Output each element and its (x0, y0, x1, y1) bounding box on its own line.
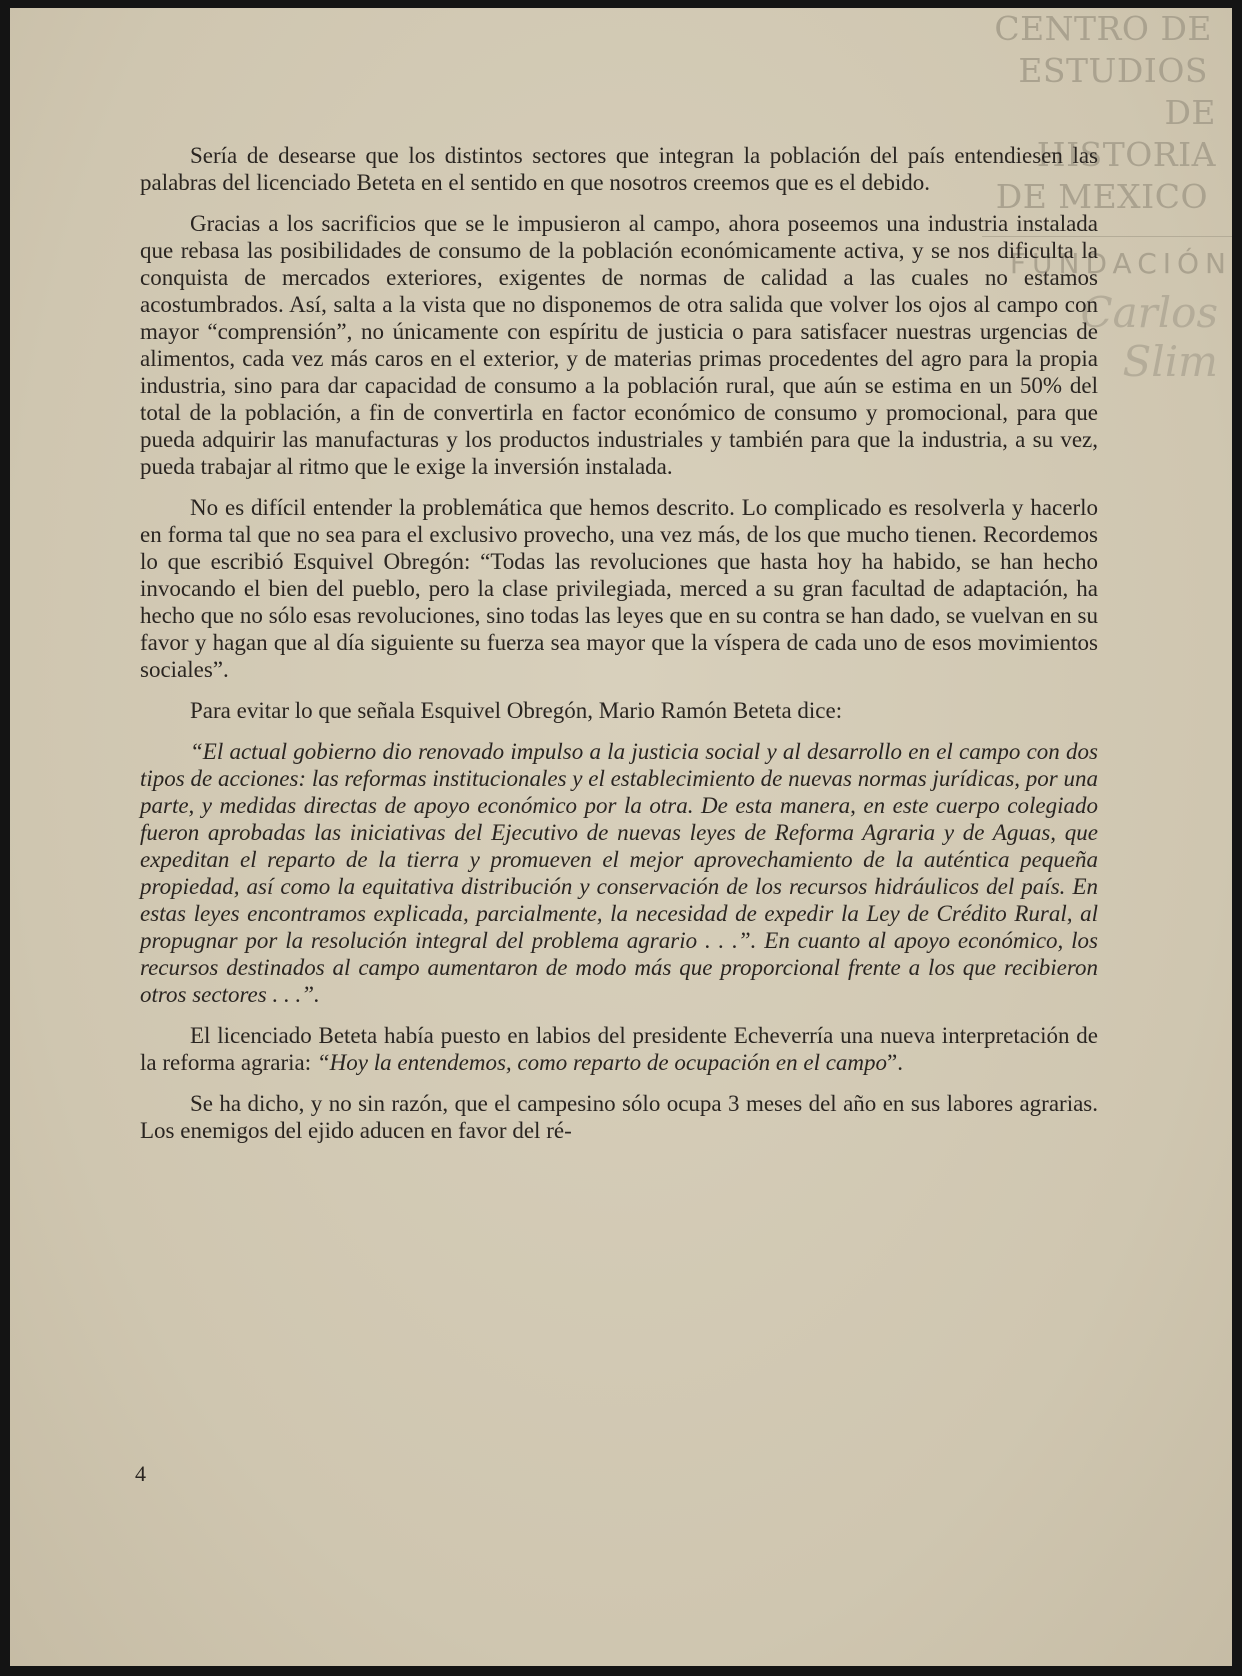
paragraph-beteta (140, 1022, 1098, 1076)
watermark-line-1: CENTRO DE (994, 9, 1212, 48)
watermark-line-2: ESTUDIOS (1018, 51, 1208, 90)
paragraph-4: Para evitar lo que señala Esquivel Obregón, Mario Ramón Beteta dice: (190, 698, 843, 723)
beteta-intro: El licenciado Beteta había puesto en labios del presidente Echeverría una nueva interpretación de la reforma agraria: (140, 1023, 1098, 1075)
watermark-line-3: DE HISTORIA (1036, 93, 1216, 174)
watermark-foundation: FUNDACIÓN (982, 236, 1232, 280)
beteta-quote: “Hoy la entendemos, como reparto de ocupación en el campo (316, 1050, 888, 1075)
paragraph-1: Sería de desearse que los distintos sectores que integran la población del país entendiesen las palabras del licenciado Beteta en el sentido en que nosotros creemos que es el debido. (140, 143, 1098, 195)
watermark-signature: Carlos Slim (1080, 288, 1218, 386)
document-page (10, 8, 1232, 1666)
beteta-closing: ”. (887, 1050, 904, 1075)
paragraph-3: No es difícil entender la problemática que hemos descrito. Lo complicado es resolverla y hacerlo en forma tal que no sea para el exclusivo provecho, una vez más, de los que mucho tienen. Recordemos lo que escribió Esquivel Obregón: “Todas las revoluciones que hasta hoy ha habido, se han hecho invocando el bien del pueblo, pero la clase privilegiada, merced a su gran facultad de adaptación, ha hecho que no sólo esas revoluciones, sino todas las leyes que en su contra se han dado, se vuelvan en su favor y hagan que al día siguiente su fuerza sea mayor que la víspera de cada uno de esos movimientos sociales”. (140, 495, 1098, 682)
paragraph-2: Gracias a los sacrificios que se le impusieron al campo, ahora poseemos una industria instalada que rebasa las posibilidades de consumo de la población económicamente activa, y se nos dificulta la conquista de mercados exteriores, exigentes de normas de calidad a las cuales no estamos acostumbrados. Así, salta a la vista que no disponemos de otra salida que volver los ojos al campo con mayor “comprensión”, no únicamente con espíritu de justicia o para satisfacer nuestras urgencias de alimentos, cada vez más caros en el exterior, y de materias primas procedentes del agro para la propia industria, sino para dar capacidad de consumo a la población rural, que aún se estima en un 50% del total de la población, a fin de convertirla en factor económico de consumo y promocional, para que pueda adquirir las manufacturas y los productos industriales y también para que la industria, a su vez, pueda trabajar al ritmo que le exige la inversión instalada. (140, 211, 1098, 479)
watermark-line-4: DE MEXICO (995, 177, 1208, 216)
body-text (140, 142, 1098, 1158)
paragraph-last: Se ha dicho, y no sin razón, que el campesino sólo ocupa 3 meses del año en sus labores agrarias. Los enemigos del ejido aducen en favor del ré- (140, 1091, 1098, 1143)
block-quote-paragraph: “El actual gobierno dio renovado impulso a la justicia social y al desarrollo en el campo con dos tipos de acciones: las reformas institucionales y el establecimiento de nuevas normas jurídicas, por una parte, y medidas directas de apoyo económico por la otra. De esta manera, en este cuerpo colegiado fueron aprobadas las iniciativas del Ejecutivo de nuevas leyes de Reforma Agraria y de Aguas, que expeditan el reparto de la tierra y promueven el mejor aprovechamiento de la auténtica pequeña propiedad, así como la equitativa distribución y conservación de los recursos hidráulicos del país. En estas leyes encontramos explicada, parcialmente, la necesidad de expedir la Ley de Crédito Rural, al propugnar por la resolución integral del problema agrario . . .”. En cuanto al apoyo económico, los recursos destinados al campo aumentaron de modo más que proporcional frente a los que recibieron otros sectores . . .”. (140, 739, 1098, 1007)
page-number: 4 (135, 1461, 146, 1486)
